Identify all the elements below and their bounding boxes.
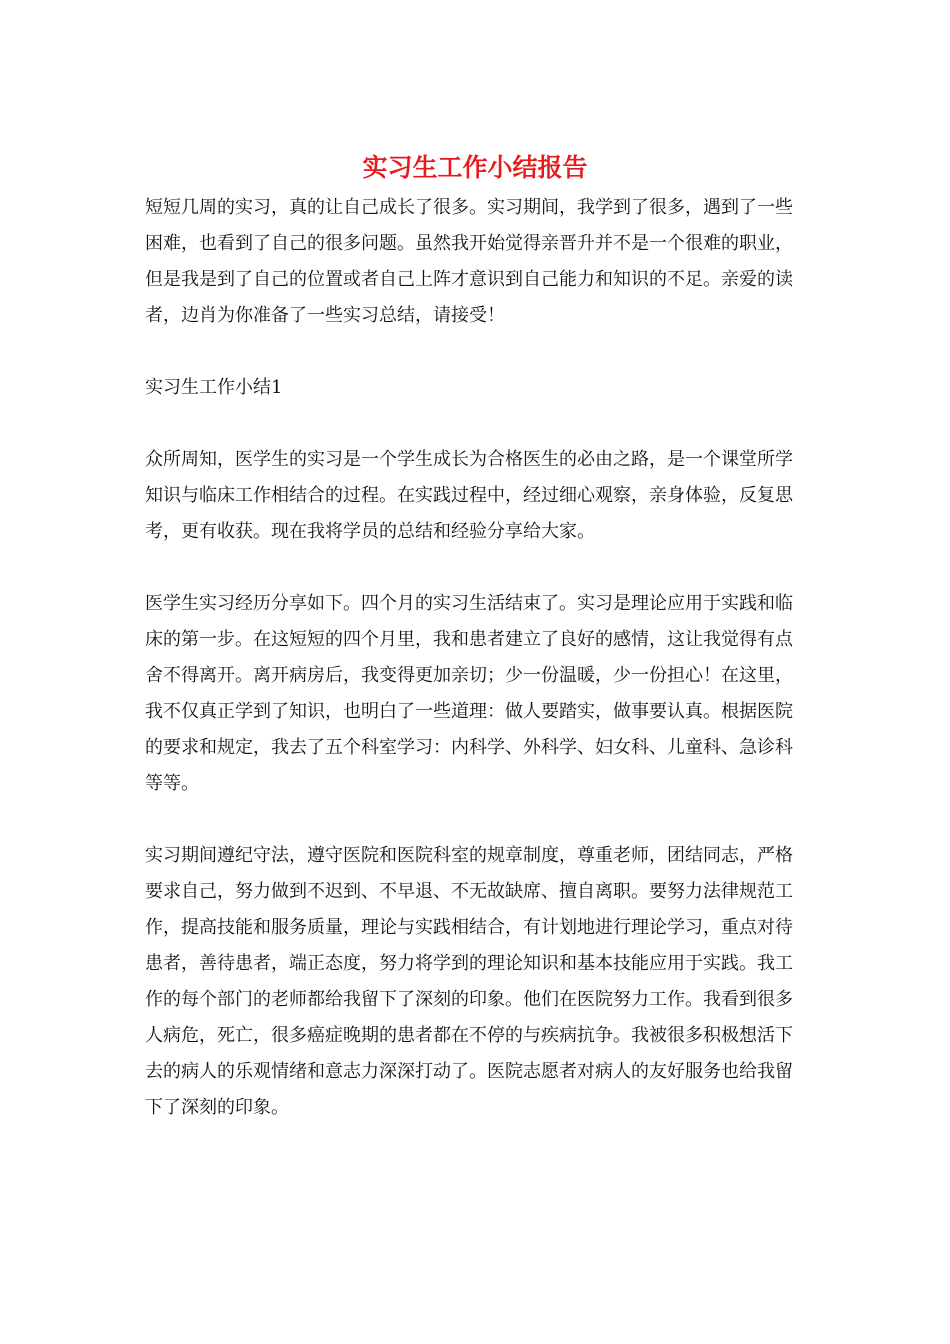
- intro-paragraph: 短短几周的实习，真的让自己成长了很多。实习期间，我学到了很多，遇到了一些困难，也看到了自己的很多问题。虽然我开始觉得亲晋升并不是一个很难的职业，但是我是到了自己的位置或者自己上阵才意识到自己能力和知识的不足。亲爱的读者，边肖为你准备了一些实习总结，请接受！: [145, 197, 793, 326]
- body-paragraph-2: 医学生实习经历分享如下。四个月的实习生活结束了。实习是理论应用于实践和临床的第一步。在这短短的四个月里，我和患者建立了良好的感情，这让我觉得有点舍不得离开。离开病房后，我变得更加亲切；少一份温暖，少一份担心！在这里，我不仅真正学到了知识，也明白了一些道理：做人要踏实，做事要认真。根据医院的要求和规定，我去了五个科室学习：内科学、外科学、妇女科、儿童科、急诊科等等。: [145, 593, 793, 794]
- document-title: 实习生工作小结报告: [362, 153, 588, 182]
- document-body: [145, 190, 809, 1162]
- body-paragraph-1: 众所周知，医学生的实习是一个学生成长为合格医生的必由之路，是一个课堂所学知识与临床工作相结合的过程。在实践过程中，经过细心观察，亲身体验，反复思考，更有收获。现在我将学员的总结和经验分享给大家。: [145, 449, 793, 542]
- section-heading: 实习生工作小结1: [145, 377, 283, 398]
- body-paragraph-3: 实习期间遵纪守法，遵守医院和医院科室的规章制度，尊重老师，团结同志，严格要求自己，努力做到不迟到、不早退、不无故缺席、擅自离职。要努力法律规范工作，提高技能和服务质量，理论与实践相结合，有计划地进行理论学习，重点对待患者，善待患者，端正态度，努力将学到的理论知识和基本技能应用于实践。我工作的每个部门的老师都给我留下了深刻的印象。他们在医院努力工作。我看到很多人病危，死亡，很多癌症晚期的患者都在不停的与疾病抗争。我被很多积极想活下去的病人的乐观情绪和意志力深深打动了。医院志愿者对病人的友好服务也给我留下了深刻的印象。: [145, 845, 793, 1118]
